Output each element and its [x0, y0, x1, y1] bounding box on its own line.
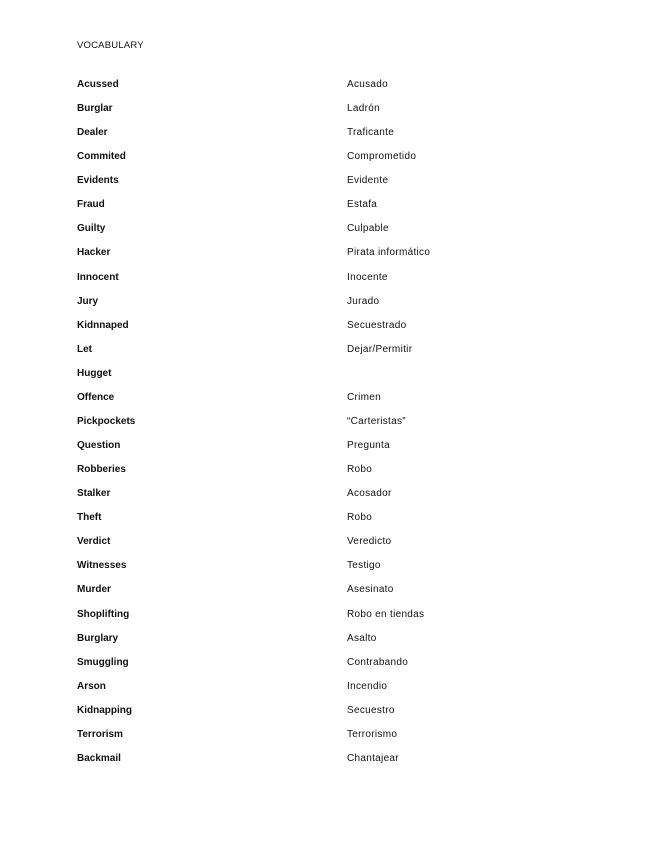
vocabulary-row [0, 368, 655, 382]
vocabulary-row [0, 633, 655, 647]
vocabulary-row [0, 247, 655, 261]
vocabulary-row [0, 392, 655, 406]
vocabulary-row [0, 416, 655, 430]
vocabulary-row [0, 560, 655, 574]
vocabulary-row [0, 705, 655, 719]
spanish-translation: Estafa [347, 199, 378, 211]
english-term: Robberies [77, 464, 126, 476]
document-title: VOCABULARY [77, 40, 144, 51]
english-term: Guilty [77, 223, 106, 235]
spanish-translation: Terrorismo [347, 728, 398, 740]
english-term: Jury [77, 295, 99, 307]
vocabulary-row [0, 512, 655, 526]
spanish-translation: Incendio [347, 680, 388, 692]
vocabulary-row [0, 151, 655, 165]
spanish-translation: Traficante [347, 127, 395, 139]
english-term: Let [77, 343, 92, 355]
spanish-translation: Chantajear [347, 752, 399, 764]
vocabulary-row [0, 681, 655, 695]
english-term: Stalker [77, 488, 111, 500]
spanish-translation: Evidente [347, 175, 389, 187]
spanish-translation: Testigo [347, 560, 381, 572]
vocabulary-row [0, 127, 655, 141]
english-term: Kidnapping [77, 704, 132, 716]
english-term: Dealer [77, 127, 108, 139]
english-term: Witnesses [77, 560, 127, 572]
english-term: Commited [77, 151, 126, 163]
spanish-translation: Veredicto [347, 536, 392, 548]
english-term: Question [77, 440, 121, 452]
vocabulary-row [0, 344, 655, 358]
spanish-translation: Robo en tiendas [347, 608, 425, 620]
spanish-translation: Robo [347, 464, 373, 476]
vocabulary-row [0, 296, 655, 310]
vocabulary-row [0, 223, 655, 237]
vocabulary-row [0, 753, 655, 767]
english-term: Verdict [77, 536, 111, 548]
vocabulary-row [0, 488, 655, 502]
spanish-translation: Dejar/Permitir [347, 343, 413, 355]
vocabulary-row [0, 440, 655, 454]
spanish-translation: Asalto [347, 632, 377, 644]
spanish-translation: Acusado [347, 79, 389, 90]
vocabulary-row [0, 657, 655, 671]
spanish-translation: Pirata informático [347, 247, 431, 259]
english-term: Offence [77, 391, 115, 403]
english-term: Hacker [77, 247, 111, 259]
spanish-translation: Secuestrado [347, 319, 407, 331]
spanish-translation: Robo [347, 512, 373, 524]
spanish-translation: Crimen [347, 391, 382, 403]
english-term: Theft [77, 512, 102, 524]
spanish-translation: Asesinato [347, 584, 394, 596]
spanish-translation: Comprometido [347, 151, 417, 163]
spanish-translation: Acosador [347, 488, 392, 500]
spanish-translation: Contrabando [347, 656, 409, 668]
english-term: Arson [77, 680, 106, 692]
vocabulary-row [0, 464, 655, 478]
vocabulary-row [0, 536, 655, 550]
vocabulary-row [0, 584, 655, 598]
spanish-translation: “Carteristas” [347, 415, 406, 427]
spanish-translation: Jurado [347, 295, 380, 307]
vocabulary-row [0, 729, 655, 743]
vocabulary-row [0, 609, 655, 623]
english-term: Shoplifting [77, 608, 130, 620]
english-term: Burglar [77, 103, 113, 115]
vocabulary-row [0, 103, 655, 117]
english-term: Acussed [77, 79, 119, 90]
english-term: Fraud [77, 199, 105, 211]
english-term: Innocent [77, 271, 119, 283]
spanish-translation: Secuestro [347, 704, 395, 716]
spanish-translation: Pregunta [347, 440, 390, 452]
english-term: Smuggling [77, 656, 129, 668]
english-term: Terrorism [77, 728, 123, 740]
english-term: Kidnnaped [77, 319, 129, 331]
english-term: Backmail [77, 752, 121, 764]
english-term: Burglary [77, 632, 119, 644]
spanish-translation: Inocente [347, 271, 388, 283]
english-term: Murder [77, 584, 111, 596]
english-term: Pickpockets [77, 415, 136, 427]
spanish-translation: Ladrón [347, 103, 380, 115]
spanish-translation: Culpable [347, 223, 389, 235]
english-term: Hugget [77, 367, 112, 379]
vocabulary-row [0, 320, 655, 334]
vocabulary-row [0, 272, 655, 286]
vocabulary-row [0, 199, 655, 213]
english-term: Evidents [77, 175, 119, 187]
vocabulary-row [0, 175, 655, 189]
vocabulary-row [0, 79, 655, 93]
